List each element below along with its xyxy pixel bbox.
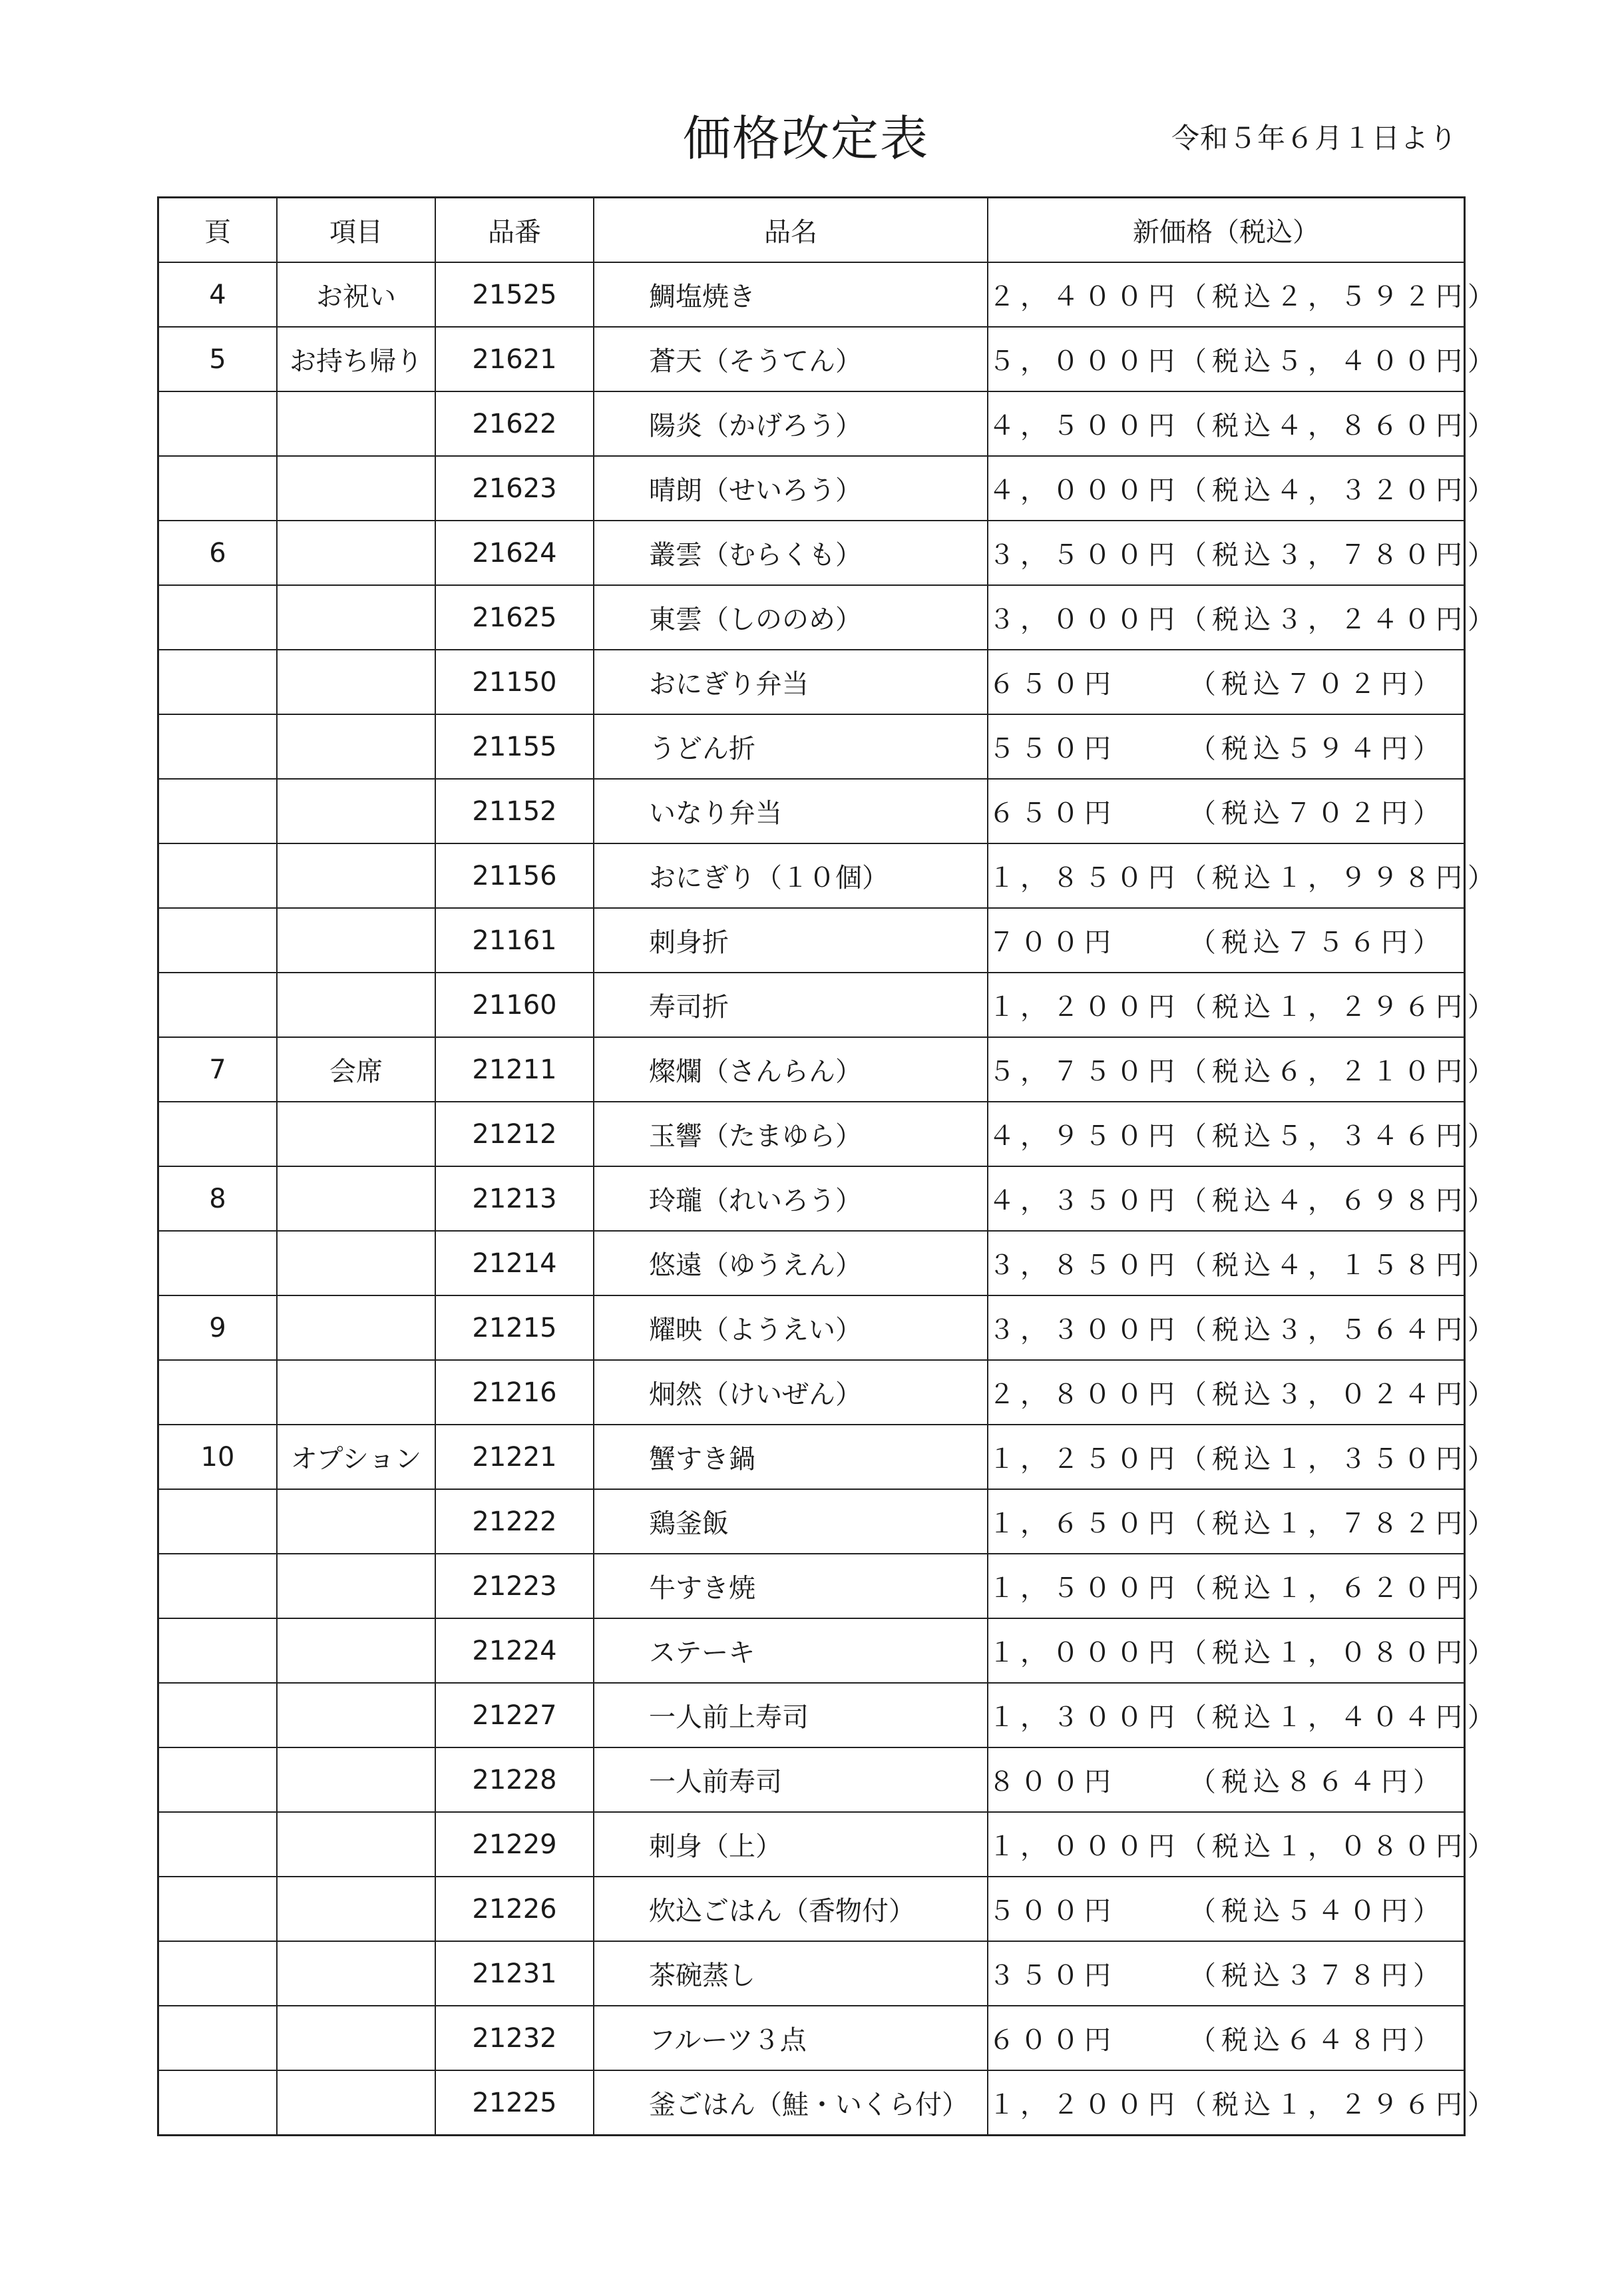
table-row bbox=[158, 1166, 1465, 1231]
cell-category: オプション bbox=[277, 1425, 435, 1489]
price-amount: ３，０００円 bbox=[988, 604, 1180, 635]
price-tax-included: （税込４，１５８円） bbox=[1180, 1250, 1500, 1281]
cell-page bbox=[158, 973, 278, 1037]
cell-category bbox=[277, 908, 435, 973]
cell-category bbox=[277, 843, 435, 908]
price-amount: ５５０円 bbox=[988, 734, 1116, 764]
cell-code: 21160 bbox=[435, 973, 594, 1037]
cell-page bbox=[158, 1554, 278, 1618]
cell-price bbox=[988, 843, 1500, 908]
cell-name: 刺身（上） bbox=[594, 1812, 988, 1877]
cell-name: おにぎり（１０個） bbox=[594, 843, 988, 908]
cell-code: 21156 bbox=[435, 843, 594, 908]
price-tax-included: （税込１，９９８円） bbox=[1180, 863, 1500, 893]
cell-price bbox=[988, 1683, 1500, 1747]
table-row bbox=[158, 327, 1465, 391]
cell-code: 21227 bbox=[435, 1683, 594, 1747]
price-tax-included: （税込７０２円） bbox=[1189, 669, 1445, 700]
cell-code: 21621 bbox=[435, 327, 594, 391]
cell-page bbox=[158, 714, 278, 779]
price-amount: ７００円 bbox=[988, 927, 1116, 958]
cell-code: 21212 bbox=[435, 1102, 594, 1166]
cell-code: 21150 bbox=[435, 650, 594, 714]
price-tax-included: （税込５，３４６円） bbox=[1180, 1121, 1500, 1152]
page-title: 価格改定表 bbox=[682, 111, 929, 166]
cell-category bbox=[277, 1102, 435, 1166]
cell-code: 21155 bbox=[435, 714, 594, 779]
cell-page bbox=[158, 2006, 278, 2070]
cell-code: 21221 bbox=[435, 1425, 594, 1489]
cell-price bbox=[988, 1102, 1500, 1166]
cell-price bbox=[988, 456, 1500, 521]
table-row bbox=[158, 1102, 1465, 1166]
price-tax-included: （税込５，４００円） bbox=[1180, 346, 1500, 377]
cell-price bbox=[988, 1747, 1465, 1812]
cell-price bbox=[988, 973, 1500, 1037]
cell-code: 21222 bbox=[435, 1489, 594, 1554]
price-amount: ３５０円 bbox=[988, 1960, 1116, 1991]
cell-name: 陽炎（かげろう） bbox=[594, 391, 988, 456]
price-amount: ６００円 bbox=[988, 2025, 1116, 2056]
cell-code: 21152 bbox=[435, 779, 594, 843]
price-tax-included: （税込４，３２０円） bbox=[1180, 475, 1500, 506]
cell-code: 21223 bbox=[435, 1554, 594, 1618]
cell-name: 叢雲（むらくも） bbox=[594, 521, 988, 585]
cell-code: 21225 bbox=[435, 2070, 594, 2136]
cell-category bbox=[277, 521, 435, 585]
cell-page bbox=[158, 779, 278, 843]
cell-code: 21525 bbox=[435, 262, 594, 327]
header-price: 新価格（税込） bbox=[988, 198, 1465, 263]
price-tax-included: （税込４，８６０円） bbox=[1180, 411, 1500, 441]
cell-page bbox=[158, 585, 278, 650]
cell-price bbox=[988, 1812, 1500, 1877]
cell-price bbox=[988, 908, 1465, 973]
table-row bbox=[158, 908, 1465, 973]
price-amount: ４，３５０円 bbox=[988, 1186, 1180, 1216]
cell-price bbox=[988, 1295, 1500, 1360]
price-tax-included: （税込１，６２０円） bbox=[1180, 1573, 1500, 1604]
cell-page: 6 bbox=[158, 521, 278, 585]
cell-name: 炯然（けいぜん） bbox=[594, 1360, 988, 1425]
table-row bbox=[158, 1941, 1465, 2006]
cell-category bbox=[277, 1489, 435, 1554]
cell-price bbox=[988, 2006, 1465, 2070]
cell-price bbox=[988, 1554, 1500, 1618]
cell-code: 21226 bbox=[435, 1877, 594, 1941]
cell-category bbox=[277, 456, 435, 521]
cell-page: 5 bbox=[158, 327, 278, 391]
price-tax-included: （税込５９４円） bbox=[1189, 734, 1445, 764]
cell-price bbox=[988, 1425, 1500, 1489]
table-row bbox=[158, 521, 1465, 585]
cell-category bbox=[277, 2070, 435, 2136]
cell-name: おにぎり弁当 bbox=[594, 650, 988, 714]
price-amount: １，２５０円 bbox=[988, 1444, 1180, 1475]
table-row bbox=[158, 1618, 1465, 1683]
table-row bbox=[158, 2070, 1465, 2136]
price-amount: ４，５００円 bbox=[988, 411, 1180, 441]
cell-code: 21213 bbox=[435, 1166, 594, 1231]
cell-price bbox=[988, 327, 1500, 391]
cell-price bbox=[988, 1941, 1465, 2006]
price-amount: ５，０００円 bbox=[988, 346, 1180, 377]
price-amount: １，３００円 bbox=[988, 1702, 1180, 1733]
table-row bbox=[158, 650, 1465, 714]
table-row bbox=[158, 456, 1465, 521]
price-tax-included: （税込６４８円） bbox=[1189, 2025, 1445, 2056]
cell-category bbox=[277, 1877, 435, 1941]
cell-category bbox=[277, 1360, 435, 1425]
cell-name: 蟹すき鍋 bbox=[594, 1425, 988, 1489]
cell-page: 4 bbox=[158, 262, 278, 327]
cell-name: フルーツ３点 bbox=[594, 2006, 988, 2070]
price-amount: １，２００円 bbox=[988, 992, 1180, 1023]
cell-name: 蒼天（そうてん） bbox=[594, 327, 988, 391]
price-tax-included: （税込５４０円） bbox=[1189, 1896, 1445, 1927]
cell-code: 21625 bbox=[435, 585, 594, 650]
cell-name: 寿司折 bbox=[594, 973, 988, 1037]
cell-page bbox=[158, 2070, 278, 2136]
cell-category bbox=[277, 391, 435, 456]
cell-code: 21214 bbox=[435, 1231, 594, 1295]
cell-code: 21231 bbox=[435, 1941, 594, 2006]
cell-category bbox=[277, 1747, 435, 1812]
cell-price bbox=[988, 650, 1465, 714]
header-code: 品番 bbox=[435, 198, 594, 263]
price-tax-included: （税込３，２４０円） bbox=[1180, 604, 1500, 635]
table-row bbox=[158, 1425, 1465, 1489]
cell-name: 燦爛（さんらん） bbox=[594, 1037, 988, 1102]
cell-name: いなり弁当 bbox=[594, 779, 988, 843]
cell-price bbox=[988, 2070, 1500, 2136]
price-tax-included: （税込２，５９２円） bbox=[1180, 282, 1500, 312]
cell-category bbox=[277, 973, 435, 1037]
cell-name: 耀映（ようえい） bbox=[594, 1295, 988, 1360]
price-tax-included: （税込１，３５０円） bbox=[1180, 1444, 1500, 1475]
cell-page bbox=[158, 908, 278, 973]
cell-price bbox=[988, 714, 1465, 779]
price-amount: １，０００円 bbox=[988, 1638, 1180, 1668]
table-row bbox=[158, 1812, 1465, 1877]
cell-category bbox=[277, 1295, 435, 1360]
cell-price bbox=[988, 1166, 1500, 1231]
cell-category bbox=[277, 1231, 435, 1295]
cell-code: 21224 bbox=[435, 1618, 594, 1683]
cell-category bbox=[277, 650, 435, 714]
header-category: 項目 bbox=[277, 198, 435, 263]
price-amount: ５００円 bbox=[988, 1896, 1116, 1927]
price-tax-included: （税込３，７８０円） bbox=[1180, 540, 1500, 571]
price-tax-included: （税込１，２９６円） bbox=[1180, 992, 1500, 1023]
table-row bbox=[158, 1037, 1465, 1102]
price-tax-included: （税込８６４円） bbox=[1189, 1767, 1445, 1797]
table-row bbox=[158, 1747, 1465, 1812]
cell-name: 牛すき焼 bbox=[594, 1554, 988, 1618]
table-row bbox=[158, 779, 1465, 843]
price-tax-included: （税込３，５６４円） bbox=[1180, 1315, 1500, 1345]
price-table bbox=[157, 196, 1500, 2136]
price-tax-included: （税込１，０８０円） bbox=[1180, 1638, 1500, 1668]
cell-page bbox=[158, 1747, 278, 1812]
cell-name: 炊込ごはん（香物付） bbox=[594, 1877, 988, 1941]
cell-category bbox=[277, 1683, 435, 1747]
price-amount: １，２００円 bbox=[988, 2090, 1180, 2120]
price-amount: ３，３００円 bbox=[988, 1315, 1180, 1345]
cell-name: 一人前上寿司 bbox=[594, 1683, 988, 1747]
price-amount: １，８５０円 bbox=[988, 863, 1180, 893]
price-amount: ６５０円 bbox=[988, 669, 1116, 700]
price-tax-included: （税込１，２９６円） bbox=[1180, 2090, 1500, 2120]
table-row bbox=[158, 1360, 1465, 1425]
cell-category bbox=[277, 1554, 435, 1618]
cell-name: うどん折 bbox=[594, 714, 988, 779]
cell-category: お持ち帰り bbox=[277, 327, 435, 391]
price-tax-included: （税込７５６円） bbox=[1189, 927, 1445, 958]
cell-category bbox=[277, 714, 435, 779]
cell-page bbox=[158, 1683, 278, 1747]
cell-category bbox=[277, 1166, 435, 1231]
price-tax-included: （税込１，０８０円） bbox=[1180, 1831, 1500, 1862]
cell-code: 21228 bbox=[435, 1747, 594, 1812]
table-row bbox=[158, 1231, 1465, 1295]
cell-category bbox=[277, 1941, 435, 2006]
price-amount: ６５０円 bbox=[988, 798, 1116, 829]
header-page: 頁 bbox=[158, 198, 278, 263]
cell-category bbox=[277, 1618, 435, 1683]
cell-name: 玉響（たまゆら） bbox=[594, 1102, 988, 1166]
cell-name: 晴朗（せいろう） bbox=[594, 456, 988, 521]
cell-code: 21622 bbox=[435, 391, 594, 456]
cell-category bbox=[277, 1812, 435, 1877]
cell-name: 茶碗蒸し bbox=[594, 1941, 988, 2006]
price-tax-included: （税込１，４０４円） bbox=[1180, 1702, 1500, 1733]
price-tax-included: （税込１，７８２円） bbox=[1180, 1508, 1500, 1539]
cell-name: 悠遠（ゆうえん） bbox=[594, 1231, 988, 1295]
cell-name: 鶏釜飯 bbox=[594, 1489, 988, 1554]
table-row bbox=[158, 1683, 1465, 1747]
table-header-row bbox=[158, 198, 1465, 263]
price-amount: ４，０００円 bbox=[988, 475, 1180, 506]
table-row bbox=[158, 1295, 1465, 1360]
price-tax-included: （税込３，０２４円） bbox=[1180, 1379, 1500, 1410]
cell-price bbox=[988, 1360, 1500, 1425]
price-amount: ２，４００円 bbox=[988, 282, 1180, 312]
cell-name: 一人前寿司 bbox=[594, 1747, 988, 1812]
table-row bbox=[158, 973, 1465, 1037]
price-amount: ８００円 bbox=[988, 1767, 1116, 1797]
cell-page: 10 bbox=[158, 1425, 278, 1489]
table-row bbox=[158, 1877, 1465, 1941]
table-row bbox=[158, 1554, 1465, 1618]
cell-name: 釜ごはん（鮭・いくら付） bbox=[594, 2070, 988, 2136]
table-row bbox=[158, 262, 1465, 327]
cell-category bbox=[277, 2006, 435, 2070]
cell-name: 刺身折 bbox=[594, 908, 988, 973]
cell-price bbox=[988, 521, 1500, 585]
cell-page bbox=[158, 1102, 278, 1166]
header-name: 品名 bbox=[594, 198, 988, 263]
price-amount: １，５００円 bbox=[988, 1573, 1180, 1604]
cell-category bbox=[277, 585, 435, 650]
cell-price bbox=[988, 1618, 1500, 1683]
cell-category bbox=[277, 779, 435, 843]
cell-price bbox=[988, 779, 1465, 843]
cell-code: 21211 bbox=[435, 1037, 594, 1102]
cell-page: 8 bbox=[158, 1166, 278, 1231]
cell-code: 21161 bbox=[435, 908, 594, 973]
cell-page bbox=[158, 1812, 278, 1877]
table-row bbox=[158, 1489, 1465, 1554]
cell-category: お祝い bbox=[277, 262, 435, 327]
cell-price bbox=[988, 1489, 1500, 1554]
cell-name: 東雲（しののめ） bbox=[594, 585, 988, 650]
cell-price bbox=[988, 1037, 1500, 1102]
cell-page bbox=[158, 843, 278, 908]
cell-price bbox=[988, 585, 1500, 650]
price-tax-included: （税込７０２円） bbox=[1189, 798, 1445, 829]
price-tax-included: （税込６，２１０円） bbox=[1180, 1056, 1500, 1087]
cell-price bbox=[988, 262, 1500, 327]
cell-price bbox=[988, 391, 1500, 456]
cell-page bbox=[158, 456, 278, 521]
cell-category: 会席 bbox=[277, 1037, 435, 1102]
cell-code: 21229 bbox=[435, 1812, 594, 1877]
table-row bbox=[158, 2006, 1465, 2070]
cell-code: 21232 bbox=[435, 2006, 594, 2070]
price-amount: ２，８００円 bbox=[988, 1379, 1180, 1410]
effective-date: 令和５年６月１日より bbox=[1171, 122, 1458, 154]
table-row bbox=[158, 391, 1465, 456]
cell-page bbox=[158, 650, 278, 714]
cell-page bbox=[158, 1941, 278, 2006]
cell-page bbox=[158, 1618, 278, 1683]
cell-name: 玲瓏（れいろう） bbox=[594, 1166, 988, 1231]
cell-page bbox=[158, 1489, 278, 1554]
price-amount: ４，９５０円 bbox=[988, 1121, 1180, 1152]
cell-page bbox=[158, 1360, 278, 1425]
cell-name: ステーキ bbox=[594, 1618, 988, 1683]
cell-code: 21624 bbox=[435, 521, 594, 585]
price-amount: １，０００円 bbox=[988, 1831, 1180, 1862]
price-tax-included: （税込３７８円） bbox=[1189, 1960, 1445, 1991]
price-amount: １，６５０円 bbox=[988, 1508, 1180, 1539]
price-tax-included: （税込４，６９８円） bbox=[1180, 1186, 1500, 1216]
cell-name: 鯛塩焼き bbox=[594, 262, 988, 327]
cell-price bbox=[988, 1231, 1500, 1295]
cell-page: 9 bbox=[158, 1295, 278, 1360]
price-amount: ３，８５０円 bbox=[988, 1250, 1180, 1281]
cell-price bbox=[988, 1877, 1465, 1941]
cell-page: 7 bbox=[158, 1037, 278, 1102]
table-row bbox=[158, 714, 1465, 779]
table-row bbox=[158, 585, 1465, 650]
table-row bbox=[158, 843, 1465, 908]
price-amount: ５，７５０円 bbox=[988, 1056, 1180, 1087]
cell-code: 21623 bbox=[435, 456, 594, 521]
cell-code: 21215 bbox=[435, 1295, 594, 1360]
cell-page bbox=[158, 1877, 278, 1941]
cell-page bbox=[158, 391, 278, 456]
cell-code: 21216 bbox=[435, 1360, 594, 1425]
price-amount: ３，５００円 bbox=[988, 540, 1180, 571]
cell-page bbox=[158, 1231, 278, 1295]
